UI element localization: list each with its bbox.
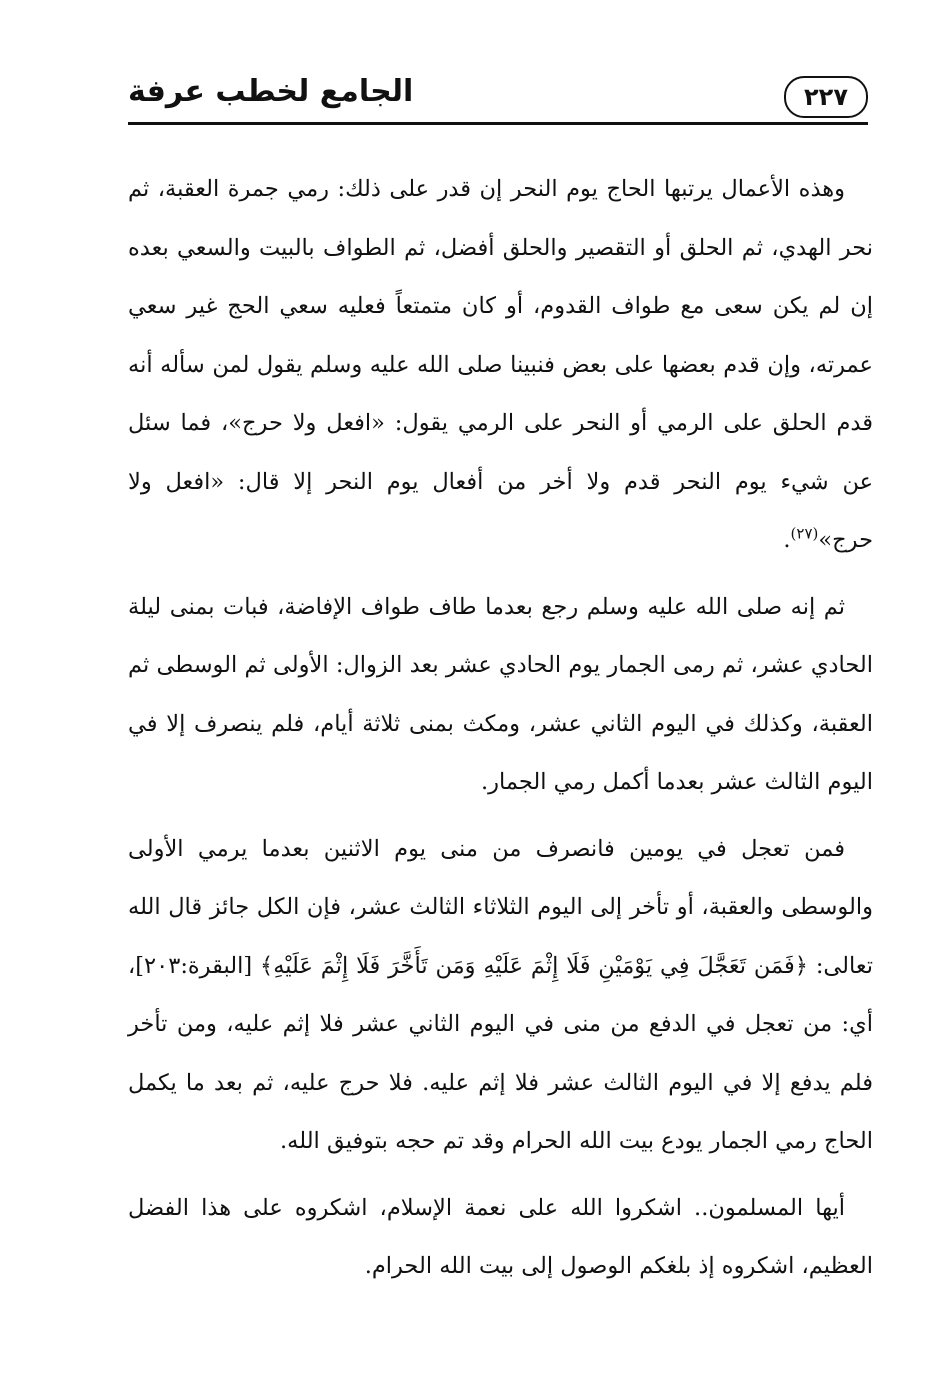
paragraph-1-text: وهذه الأعمال يرتبها الحاج يوم النحر إن قدر على ذلك: رمي جمرة العقبة، ثم نحر الهدي، ثم الحلق أو التقصير والحلق أفضل، ثم الطواف بالبيت والسعي بعده إن لم يكن سعى مع طواف القدوم، أو كان متمتعاً فعليه سعي الحج غير سعي عمرته، وإن قدم بعضها على بعض فنبينا صلى الله عليه وسلم يقول لمن سأله أنه قدم الحلق على الرمي أو النحر على الرمي يقول: «افعل ولا حرج»، فما سئل عن شيء يوم النحر قدم ولا أخر من أفعال يوم النحر إلا قال: «افعل ولا حرج» xyxy=(128,176,873,553)
paragraph-1-tail: . xyxy=(783,527,791,553)
page-header xyxy=(128,70,868,128)
page-number: ٢٢٧ xyxy=(784,76,868,118)
footnote-marker: (٢٧) xyxy=(790,524,819,543)
header-divider xyxy=(128,122,868,125)
paragraph-2: ثم إنه صلى الله عليه وسلم رجع بعدما طاف طواف الإفاضة، فبات بمنى ليلة الحادي عشر، ثم رمى الجمار يوم الحادي عشر بعد الزوال: الأولى ثم الوسطى ثم العقبة، وكذلك في اليوم الثاني عشر، ومكث بمنى ثلاثة أيام، فلم ينصرف إلا في اليوم الثالث عشر بعدما أكمل رمي الجمار. xyxy=(128,593,873,795)
book-title: الجامع لخطب عرفة xyxy=(128,74,414,109)
paragraph-1 xyxy=(128,160,873,570)
page-body xyxy=(128,160,873,1296)
paragraph-4: أيها المسلمون.. اشكروا الله على نعمة الإسلام، اشكروه على هذا الفضل العظيم، اشكروه إذ بلغكم الوصول إلى بيت الله الحرام. xyxy=(128,1194,873,1279)
paragraph-3: فمن تعجل في يومين فانصرف من منى يوم الاثنين بعدما يرمي الأولى والوسطى والعقبة، أو تأخر إلى اليوم الثلاثاء الثالث عشر، فإن الكل جائز قال الله تعالى: ﴿فَمَن تَعَجَّلَ فِي يَوْمَيْنِ فَلَا إِثْمَ عَلَيْهِ وَمَن تَأَخَّرَ فَلَا إِثْمَ عَلَيْهِ﴾ [البقرة:٢٠٣]، أي: من تعجل في الدفع من منى في اليوم الثاني عشر فلا إثم عليه، ومن تأخر فلم يدفع إلا في اليوم الثالث عشر فلا إثم عليه. فلا حرج عليه، ثم بعد ما يكمل الحاج رمي الجمار يودع بيت الله الحرام وقد تم حجه بتوفيق الله. xyxy=(128,835,873,1154)
